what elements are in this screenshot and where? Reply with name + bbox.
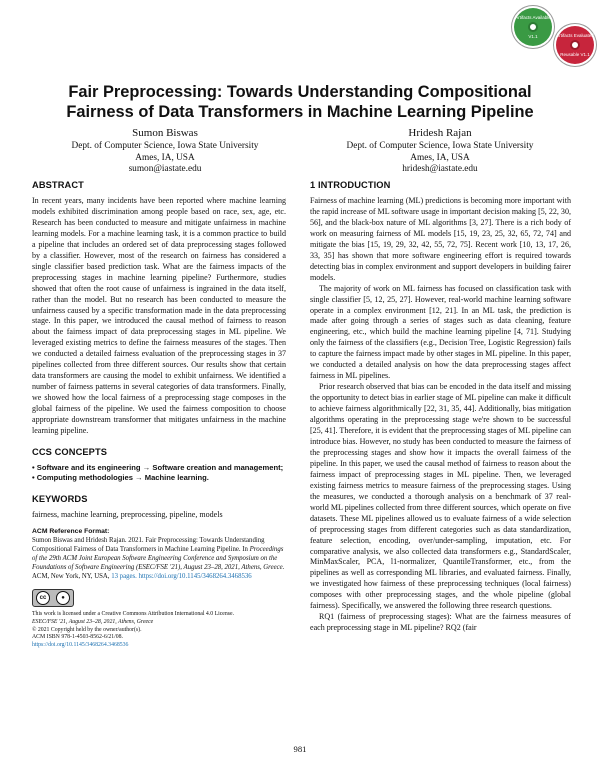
badge-left-top-text: Artifacts Available: [515, 14, 551, 20]
author-location: Ames, IA, USA: [410, 152, 470, 163]
artifacts-evaluated-badge-icon: [556, 26, 594, 64]
author-affiliation: Dept. of Computer Science, Iowa State University: [71, 141, 259, 151]
title-line-1: Fair Preprocessing: Towards Understanding Compositional: [68, 83, 532, 101]
author-block-1: [45, 127, 285, 176]
author-affiliation: Dept. of Computer Science, Iowa State University: [346, 141, 534, 151]
intro-research-question-1: RQ1 (fairness of preprocessing stages): What are the fairness measures of each preprocessing stage in ML pipeline? RQ2 (fair: [310, 612, 571, 633]
introduction-heading: 1 INTRODUCTION: [310, 180, 391, 190]
license-line: This work is licensed under a Creative Commons Attribution International 4.0 License.: [32, 611, 235, 618]
author-name: Hridesh Rajan: [408, 127, 472, 139]
title-line-2: Fairness of Data Transformers in Machine Learning Pipeline: [66, 103, 534, 121]
reference-format-heading: ACM Reference Format:: [32, 527, 110, 535]
ccs-text: • Software and its engineering → Software creation and management; • Computing methodologies → Machine learning.: [32, 462, 284, 483]
reference-format-text: [32, 536, 286, 581]
badge-right-core-icon: [570, 40, 580, 50]
author-email[interactable]: sumon@iastate.edu: [128, 164, 202, 174]
author-name: Sumon Biswas: [132, 127, 198, 139]
license-isbn-line: ACM ISBN 978-1-4503-8562-6/21/08.: [32, 634, 123, 641]
reference-publisher: ACM, New York, NY, USA,: [32, 573, 112, 581]
artifacts-available-badge-icon: [514, 8, 552, 46]
page-number: 981: [293, 744, 307, 754]
artifact-badges: [512, 6, 596, 70]
cc-license-box: [32, 589, 286, 607]
cc-logo-text: cc: [36, 591, 50, 605]
by-person-icon: ●: [56, 591, 70, 605]
author-location: Ames, IA, USA: [135, 152, 195, 163]
license-doi-link[interactable]: https://doi.org/10.1145/3468264.3468536: [32, 641, 129, 648]
right-column: [310, 180, 571, 634]
creative-commons-icon[interactable]: [32, 589, 74, 607]
badge-left-bottom-text: V1.1: [528, 34, 538, 39]
license-text: [32, 611, 286, 649]
license-venue-line: ESEC/FSE '21, August 23–28, 2021, Athens, Greece: [32, 618, 154, 625]
author-block-2: [320, 127, 560, 176]
intro-paragraph-3: Prior research observed that bias can be encoded in the data itself and missing the opportunity to detect bias in earlier stage of ML pipeline can make it difficult to achieve fairness algorithmically [22, 31, 35, 44]. Additionally, bias mitigation algorithms operating in the preprocessing stage we're shown to be successful [25, 41]. Therefore, it is evident that the preprocessing stages of ML pipeline can introduce bias. However, no study has been conducted to measure the fairness of the preprocessing stages and show how it impacts the overall fairness of the pipeline. In this paper, we used the causal method of fairness to reason about the fairness impact of preprocessing stages in ML pipeline. Then, we leveraged existing fairness metrics to measure fairness of the preprocessing stages. Using the measures, we conducted a thorough analysis on a benchmark of 37 real-world ML pipelines collected from three different sources, which operate on five datasets. These ML pipelines allowed us to evaluate fairness of a wide selection of preprocessing stages from different categories such as data standardization, feature selection, encoding, over/under-sampling, imputation, etc. For comparative analysis, we also collected data transformers e.g., StandardScaler, MinMaxScaler, PCA, l1-normalizer, QuantileTransformer, etc., from the pipelines as well as corresponding ML libraries, and evaluated fairness. Finally, we investigated how fairness of these preprocessing techniques (local fairness) composes with other preprocessing stages, and the whole pipeline (global fairness). Specifically, we answered the following three research questions.: [310, 382, 571, 611]
intro-paragraph-1: Fairness of machine learning (ML) predictions is becoming more important with the rapid increase of ML software usage in important decision making [5, 22, 30, 56], and the black-box nature of ML algorithms [3, 27]. There is a rich body of work on measuring fairness of ML models [15, 19, 23, 25, 32, 65, 72, 74] and mitigate the bias [15, 19, 29, 32, 42, 55, 72, 75]. Recent work [10, 13, 17, 26, 33, 35] has shown that more software engineering effort is required towards detecting bias in complex environment and support developers in building fairer models.: [310, 196, 571, 282]
license-copyright-line: © 2021 Copyright held by the owner/author(s).: [32, 626, 142, 633]
paper-title: [40, 82, 560, 122]
reference-pages-link[interactable]: 13 pages.: [111, 573, 137, 581]
ccs-heading: CCS CONCEPTS: [32, 446, 108, 457]
abstract-heading: ABSTRACT: [32, 180, 84, 190]
keywords-text: fairness, machine learning, preprocessing, pipeline, models: [32, 509, 223, 519]
reference-venue: Proceedings of the 29th ACM Joint European Software Engineering Conference and Symposium on the Foundations of Software Engineering (ESEC/FSE '21), August 23–28, 2021, Athens, Greece.: [32, 546, 285, 572]
reference-authors: Sumon Biswas and Hridesh Rajan. 2021. Fair Preprocessing: Towards Understanding Compositional Fairness of Data Transformers in Machine Learning Pipeline. In: [32, 536, 265, 554]
reference-doi-link[interactable]: https://doi.org/10.1145/3468264.3468536: [138, 573, 252, 581]
abstract-text: In recent years, many incidents have been reported where machine learning models exhibited discrimination among people based on race, sex, age, etc. Research has been conducted to measure and mitigate unfairness in machine learning models. For a machine learning task, it is a common practice to build a pipeline that includes an ordered set of data preprocessing stages followed by a classifier. However, most of the research on fairness has considered a single classifier based prediction task. What are the fairness impacts of the preprocessing stages in machine learning pipeline? Furthermore, studies showed that often the root cause of unfairness is ingrained in the data itself, rather than the model. But no research has been conducted to measure the unfairness caused by a specific transformation made in the data preprocessing stage. In this paper, we introduced the causal method of fairness to reason about the fairness impact of data preprocessing stages in ML pipeline. We leveraged existing metrics to define the fairness measures of the stages. Then we conducted a detailed fairness evaluation of the preprocessing stages in 37 pipelines collected from three different sources. Our results show that certain data transformers are causing the model to exhibit unfairness. We identified a number of fairness patterns in several categories of data transformers. Finally, we showed how the local fairness of a preprocessing stage composes in the global fairness of the pipeline. We used the fairness composition to choose appropriate downstream transformer that mitigates unfairness in the machine learning pipeline.: [32, 196, 286, 436]
author-email[interactable]: hridesh@iastate.edu: [402, 164, 478, 174]
badge-right-bottom-text: Reusable V1.1: [560, 52, 590, 57]
intro-paragraph-2: The majority of work on ML fairness has focused on classification task with single classifier [5, 12, 25, 27]. However, real-world machine learning software operate in a complex environment [12, 21]. In an ML task, the prediction is made after going through a series of stages such as data cleaning, feature engineering, etc., which build the machine learning pipeline [4, 71]. Studying only the fairness of the classifiers (e.g., Decision Tree, Logistic Regression) fails to capture the fairness impact made by other stages in ML pipeline. In this paper, we conducted a detailed analysis on how the data preprocessing stages affect fairness in ML pipelines.: [310, 283, 571, 381]
badge-left-core-icon: [528, 22, 538, 32]
left-column: [32, 180, 286, 649]
keywords-heading: KEYWORDS: [32, 493, 88, 504]
badge-right-top-text: Artifacts Evaluated: [556, 32, 594, 38]
